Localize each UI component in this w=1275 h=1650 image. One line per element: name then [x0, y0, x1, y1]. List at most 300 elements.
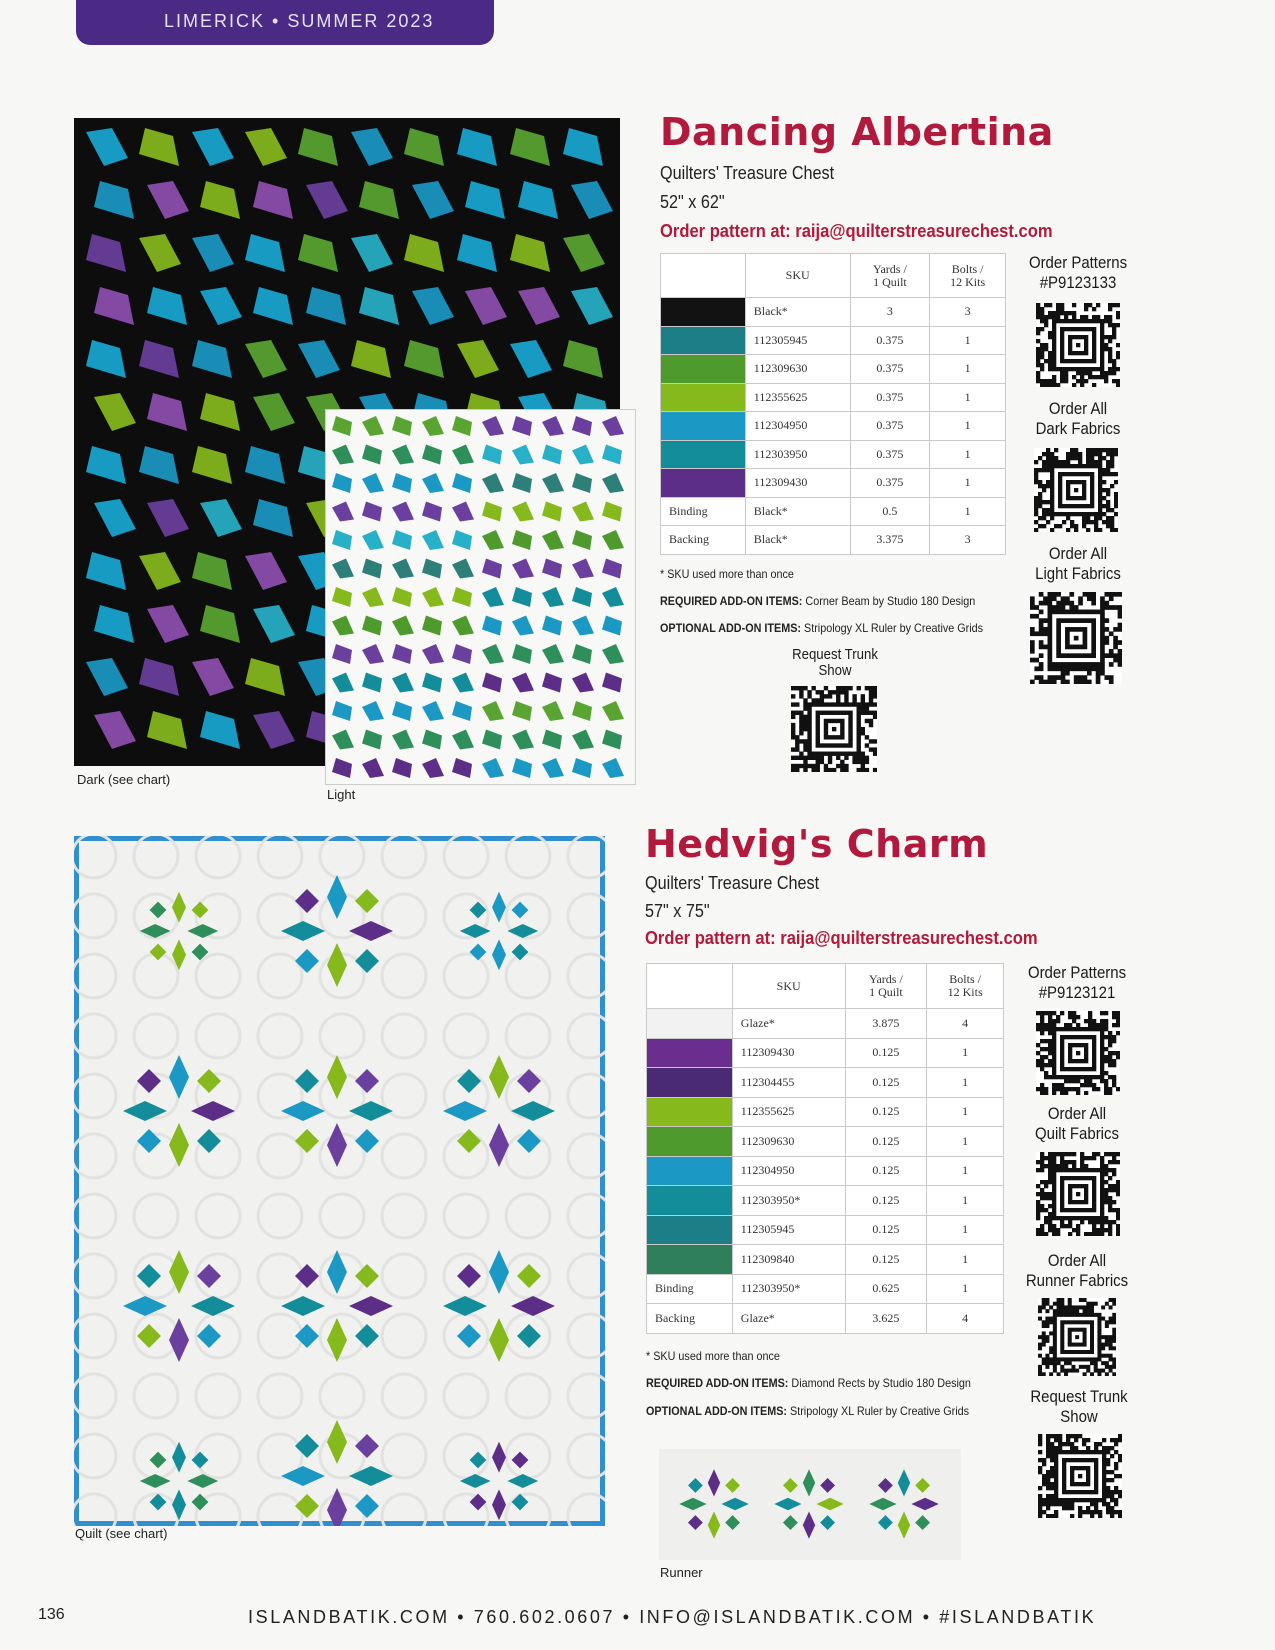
- qr-module: [865, 702, 869, 706]
- fabric-sku: 112303950*: [732, 1186, 845, 1216]
- qr-module: [1092, 1224, 1096, 1228]
- qr-module: [1058, 504, 1062, 508]
- quilt-piece: [452, 616, 474, 636]
- qr-module: [828, 711, 832, 715]
- qr-module: [1052, 610, 1057, 615]
- qr-module: [1076, 1224, 1080, 1228]
- qr-module: [840, 711, 844, 715]
- qr-module: [1052, 1087, 1056, 1091]
- qr-module: [1116, 1208, 1120, 1212]
- quilt-piece: [452, 530, 472, 550]
- qr-module: [1074, 488, 1078, 492]
- qr-module: [1046, 1446, 1050, 1450]
- qr-module: [1112, 1372, 1116, 1376]
- qr-code-runner-fabrics[interactable]: [1038, 1298, 1116, 1376]
- qr-module: [1098, 496, 1102, 500]
- yards-value: 0.125: [845, 1186, 927, 1216]
- qr-module: [1060, 1224, 1064, 1228]
- qr-module: [1064, 311, 1068, 315]
- qr-module: [1118, 1458, 1122, 1462]
- qr-module: [1052, 1212, 1056, 1216]
- qr-module: [1039, 640, 1044, 645]
- qr-module: [1052, 1152, 1056, 1156]
- quilt-piece: [298, 340, 340, 378]
- quilt-piece: [510, 234, 550, 272]
- qr-module: [1088, 319, 1092, 323]
- qr-module: [1088, 1023, 1092, 1027]
- qr-module: [1091, 601, 1096, 606]
- qr-module: [1090, 488, 1094, 492]
- qr-module: [1052, 1180, 1056, 1184]
- qr-module: [1106, 448, 1110, 452]
- qr-module: [1113, 645, 1118, 650]
- qr-code-dark-fabrics[interactable]: [1034, 448, 1118, 532]
- qr-module: [1084, 1200, 1088, 1204]
- qr-module: [1090, 1335, 1094, 1339]
- qr-module: [1092, 347, 1096, 351]
- qr-module: [1104, 1079, 1108, 1083]
- qr-module: [791, 768, 795, 772]
- qr-module: [1060, 1305, 1064, 1309]
- qr-module: [1044, 1180, 1048, 1184]
- qr-module: [1052, 311, 1056, 315]
- bolts-value: 1: [927, 1215, 1004, 1245]
- quilt-piece: [510, 128, 550, 166]
- qr-module: [1064, 1305, 1068, 1309]
- qr-module: [807, 694, 811, 698]
- qr-module: [1084, 1176, 1088, 1180]
- qr-module: [1062, 1478, 1066, 1482]
- qr-module: [1052, 1083, 1056, 1087]
- qr-module: [1100, 343, 1104, 347]
- qr-module: [1114, 1498, 1118, 1502]
- qr-module: [840, 731, 844, 735]
- qr-module: [1050, 476, 1054, 480]
- qr-module: [1112, 331, 1116, 335]
- qr-module: [861, 711, 865, 715]
- qr-module: [1065, 596, 1070, 601]
- quilt-piece: [200, 287, 242, 325]
- qr-module: [1052, 351, 1056, 355]
- qr-module: [1100, 355, 1104, 359]
- qr-module: [1064, 1168, 1068, 1172]
- qr-module: [803, 723, 807, 727]
- qr-module: [1109, 675, 1114, 680]
- qr-module: [1104, 347, 1108, 351]
- qr-module: [1069, 627, 1074, 632]
- qr-module: [848, 686, 852, 690]
- qr-module: [861, 752, 865, 756]
- qr-module: [1082, 484, 1086, 488]
- quilt-piece: [362, 644, 384, 664]
- qr-module: [1064, 315, 1068, 319]
- qr-module: [1068, 1079, 1072, 1083]
- qr-module: [1050, 512, 1054, 516]
- qr-module: [1110, 1438, 1114, 1442]
- qr-module: [1105, 1354, 1109, 1358]
- qr-module: [1060, 375, 1064, 379]
- qr-module: [1100, 1023, 1104, 1027]
- qr-module: [1046, 1450, 1050, 1454]
- qr-module: [1068, 339, 1072, 343]
- qr-module: [1104, 1055, 1108, 1059]
- qr-module: [1082, 492, 1086, 496]
- qr-module: [1068, 1369, 1072, 1373]
- qr-module: [1066, 488, 1070, 492]
- qr-code-quilt-fabrics[interactable]: [1036, 1152, 1120, 1236]
- qr-module: [1083, 1339, 1087, 1343]
- qr-module: [828, 743, 832, 747]
- qr-module: [1084, 327, 1088, 331]
- qr-module: [1106, 508, 1110, 512]
- qr-module: [1050, 468, 1054, 472]
- quilt-piece: [422, 587, 444, 607]
- sku-header: SKU: [745, 254, 850, 298]
- qr-module: [1046, 484, 1050, 488]
- qr-module: [1053, 1328, 1057, 1332]
- quilt-piece: [518, 181, 558, 219]
- qr-code-trunk-show[interactable]: [1038, 1434, 1122, 1518]
- qr-module: [1040, 1224, 1044, 1228]
- order-pattern-link[interactable]: Order pattern at: raija@quilterstreasurechest.com: [645, 928, 1038, 948]
- qr-module: [1040, 1188, 1044, 1192]
- qr-module: [1060, 1357, 1064, 1361]
- qr-label-trunk-show: Request Trunk Show: [1030, 1387, 1128, 1426]
- qr-module: [1079, 1365, 1083, 1369]
- qr-module: [1068, 1216, 1072, 1220]
- quilt-piece: [253, 287, 293, 325]
- qr-module: [816, 752, 820, 756]
- fabric-swatch: [647, 1215, 733, 1245]
- quilt-piece: [602, 502, 622, 522]
- qr-module: [1100, 375, 1104, 379]
- quilt-piece: [332, 758, 352, 778]
- qr-module: [1087, 618, 1092, 623]
- qr-module: [1045, 1298, 1049, 1302]
- qr-module: [865, 756, 869, 760]
- quilt-piece: [572, 587, 592, 607]
- quilt-piece: [253, 605, 295, 643]
- qr-module: [824, 686, 828, 690]
- qr-module: [1088, 1176, 1092, 1180]
- qr-module: [1078, 1514, 1082, 1518]
- qr-module: [1060, 1035, 1064, 1039]
- qr-module: [1048, 640, 1053, 645]
- qr-module: [1058, 464, 1062, 468]
- qr-module: [1096, 1075, 1100, 1079]
- qr-module: [1104, 1019, 1108, 1023]
- qr-module: [1052, 1063, 1056, 1067]
- qr-module: [1040, 307, 1044, 311]
- qr-module: [1096, 610, 1101, 615]
- qr-module: [1064, 359, 1068, 363]
- qr-module: [824, 764, 828, 768]
- qr-module: [1118, 640, 1122, 645]
- qr-module: [1036, 1208, 1040, 1212]
- light-quilt-image: [326, 410, 636, 785]
- qr-module: [1097, 1357, 1101, 1361]
- qr-module: [1078, 1466, 1082, 1470]
- qr-module: [1100, 649, 1105, 654]
- qr-module: [1070, 1506, 1074, 1510]
- bolts-value: 1: [930, 440, 1006, 469]
- qr-module: [1112, 303, 1116, 307]
- qr-module: [1109, 1369, 1113, 1373]
- qr-module: [1078, 1498, 1082, 1502]
- qr-module: [1076, 1059, 1080, 1063]
- qr-module: [1100, 319, 1104, 323]
- qr-module: [1062, 472, 1066, 476]
- qr-module: [1109, 1335, 1113, 1339]
- qr-module: [807, 739, 811, 743]
- quilt-piece: [482, 445, 502, 465]
- yards-value: 0.125: [845, 1038, 927, 1068]
- quilt-piece: [512, 758, 532, 778]
- quilt-piece: [332, 502, 354, 522]
- qr-module: [1076, 1023, 1080, 1027]
- qr-module: [1042, 1320, 1046, 1324]
- qr-module: [1060, 319, 1064, 323]
- qr-module: [1094, 1466, 1098, 1470]
- qr-code-order-patterns[interactable]: [1036, 1011, 1120, 1095]
- fabric-row: [647, 1038, 1004, 1068]
- qr-module: [844, 711, 848, 715]
- quilt-piece: [482, 587, 504, 607]
- qr-module: [1083, 1313, 1087, 1317]
- qr-module: [799, 723, 803, 727]
- qr-module: [1094, 1506, 1098, 1510]
- qr-module: [1110, 1514, 1114, 1518]
- quilt-piece: [192, 446, 232, 484]
- qr-module: [1109, 653, 1114, 658]
- quilt-piece: [200, 605, 240, 643]
- qr-module: [1086, 452, 1090, 456]
- qr-module: [1092, 383, 1096, 387]
- qr-module: [1060, 331, 1064, 335]
- qr-module: [1062, 1490, 1066, 1494]
- qr-module: [824, 723, 828, 727]
- qr-module: [1060, 1365, 1064, 1369]
- qr-module: [1078, 1510, 1082, 1514]
- qr-module: [869, 747, 873, 751]
- qr-module: [1068, 1067, 1072, 1071]
- qr-module: [1046, 1442, 1050, 1446]
- qr-module: [1070, 448, 1074, 452]
- qr-module: [1038, 1305, 1042, 1309]
- qr-module: [1042, 1302, 1046, 1306]
- qr-module: [1110, 456, 1114, 460]
- qr-module: [1108, 1031, 1112, 1035]
- qr-module: [803, 756, 807, 760]
- qr-module: [1034, 658, 1039, 663]
- qr-module: [1100, 1224, 1104, 1228]
- qr-module: [1062, 1498, 1066, 1502]
- qr-module: [1106, 1486, 1110, 1490]
- qr-module: [1053, 1343, 1057, 1347]
- qr-module: [1071, 1309, 1075, 1313]
- qr-module: [1034, 528, 1038, 532]
- qr-module: [1086, 1478, 1090, 1482]
- qr-module: [1052, 1023, 1056, 1027]
- qr-module: [1049, 1357, 1053, 1361]
- qr-module: [1104, 1035, 1108, 1039]
- qr-module: [1061, 610, 1066, 615]
- qr-module: [1100, 1055, 1104, 1059]
- qr-module: [1050, 492, 1054, 496]
- qr-module: [1060, 1075, 1064, 1079]
- qr-module: [848, 731, 852, 735]
- qr-module: [791, 756, 795, 760]
- quilt-piece: [452, 473, 472, 493]
- qr-module: [861, 698, 865, 702]
- qr-module: [1096, 315, 1100, 319]
- qr-module: [865, 706, 869, 710]
- qr-module: [1042, 508, 1046, 512]
- qr-module: [1096, 1228, 1100, 1232]
- qr-module: [1064, 1361, 1068, 1365]
- qr-module: [861, 731, 865, 735]
- qr-module: [840, 690, 844, 694]
- qr-module: [1038, 1510, 1042, 1514]
- qr-module: [1116, 383, 1120, 387]
- qr-module: [1116, 1015, 1120, 1019]
- qr-module: [1052, 1172, 1056, 1176]
- qr-module: [799, 719, 803, 723]
- qr-module: [1060, 1313, 1064, 1317]
- qr-module: [1039, 662, 1044, 667]
- qr-module: [803, 702, 807, 706]
- qr-module: [1109, 1346, 1113, 1350]
- qr-module: [1100, 327, 1104, 331]
- qr-module: [1072, 1087, 1076, 1091]
- qr-module: [852, 694, 856, 698]
- qr-module: [844, 743, 848, 747]
- qr-module: [1080, 371, 1084, 375]
- qr-module: [1048, 1180, 1052, 1184]
- qr-module: [1046, 1434, 1050, 1438]
- qr-module: [1039, 631, 1044, 636]
- qr-module: [1048, 1047, 1052, 1051]
- qr-module: [1060, 351, 1064, 355]
- qr-module: [1070, 524, 1074, 528]
- qr-module: [1054, 448, 1058, 452]
- qr-module: [1048, 596, 1053, 601]
- qr-module: [1116, 351, 1120, 355]
- caption-light: Light: [327, 787, 356, 802]
- quilt-piece: [542, 758, 564, 778]
- qr-label-order-patterns: Order Patterns #P9123133: [1028, 253, 1128, 292]
- qr-module: [1071, 1369, 1075, 1373]
- bolts-value: 1: [927, 1068, 1004, 1098]
- qr-module: [1050, 460, 1054, 464]
- qr-module: [1110, 516, 1114, 520]
- qr-module: [1048, 1023, 1052, 1027]
- qr-module: [1086, 464, 1090, 468]
- fabric-swatch: [647, 1186, 733, 1216]
- qr-module: [1106, 1510, 1110, 1514]
- qr-module: [1048, 1019, 1052, 1023]
- qr-module: [1112, 1051, 1116, 1055]
- yards-value: 3.625: [845, 1304, 927, 1334]
- qr-code-light-fabrics[interactable]: [1030, 592, 1122, 684]
- qr-code-order-patterns[interactable]: [1036, 303, 1120, 387]
- qr-module: [1102, 504, 1106, 508]
- qr-module: [1086, 1302, 1090, 1306]
- qr-module: [1036, 307, 1040, 311]
- qr-module: [1098, 516, 1102, 520]
- quilt-piece: [542, 701, 564, 721]
- qr-module: [1044, 1063, 1048, 1067]
- quilt-piece: [572, 673, 594, 693]
- qr-module: [1057, 1372, 1061, 1376]
- fabric-row: [661, 469, 1006, 498]
- qr-module: [1060, 1039, 1064, 1043]
- qr-module: [1052, 1160, 1056, 1164]
- qr-module: [1048, 627, 1053, 632]
- qr-code-trunk-show[interactable]: [791, 686, 877, 772]
- qr-module: [1076, 1079, 1080, 1083]
- qr-module: [1042, 1478, 1046, 1482]
- qr-module: [1086, 472, 1090, 476]
- qr-module: [1086, 456, 1090, 460]
- qr-module: [1046, 468, 1050, 472]
- qr-module: [1052, 1176, 1056, 1180]
- yards-value: 0.375: [850, 383, 930, 412]
- order-pattern-link[interactable]: Order pattern at: raija@quilterstreasurechest.com: [660, 221, 1053, 241]
- qr-module: [1106, 488, 1110, 492]
- qr-module: [852, 698, 856, 702]
- qr-module: [869, 711, 873, 715]
- qr-module: [828, 760, 832, 764]
- qr-module: [1066, 496, 1070, 500]
- qr-module: [1102, 1498, 1106, 1502]
- qr-module: [1105, 1372, 1109, 1376]
- quilt-piece: [412, 287, 454, 325]
- qr-module: [1096, 303, 1100, 307]
- qr-module: [1060, 1324, 1064, 1328]
- qr-module: [1086, 1369, 1090, 1373]
- qr-module: [1110, 508, 1114, 512]
- qr-module: [1056, 623, 1061, 628]
- qr-module: [1065, 653, 1070, 658]
- qr-module: [1104, 627, 1109, 632]
- qr-module: [1062, 1486, 1066, 1490]
- qr-module: [1064, 1152, 1068, 1156]
- qr-module: [1086, 528, 1090, 532]
- qr-module: [1100, 1047, 1104, 1051]
- qr-module: [1044, 1011, 1048, 1015]
- qr-module: [1043, 601, 1048, 606]
- qr-module: [1112, 1083, 1116, 1087]
- yards-value: 0.125: [845, 1215, 927, 1245]
- qr-module: [1109, 605, 1114, 610]
- qr-label-trunk-show: Request Trunk Show: [792, 646, 878, 679]
- qr-module: [1062, 1506, 1066, 1510]
- qr-module: [1090, 480, 1094, 484]
- qr-module: [811, 752, 815, 756]
- qr-module: [803, 739, 807, 743]
- qr-module: [1074, 680, 1079, 684]
- qr-module: [1068, 1320, 1072, 1324]
- qr-module: [1078, 675, 1083, 680]
- qr-module: [1100, 614, 1105, 619]
- qr-module: [1088, 1027, 1092, 1031]
- qr-module: [1070, 452, 1074, 456]
- qr-module: [1068, 1208, 1072, 1212]
- qr-module: [836, 690, 840, 694]
- quilt-piece: [253, 711, 295, 749]
- qr-module: [1064, 1313, 1068, 1317]
